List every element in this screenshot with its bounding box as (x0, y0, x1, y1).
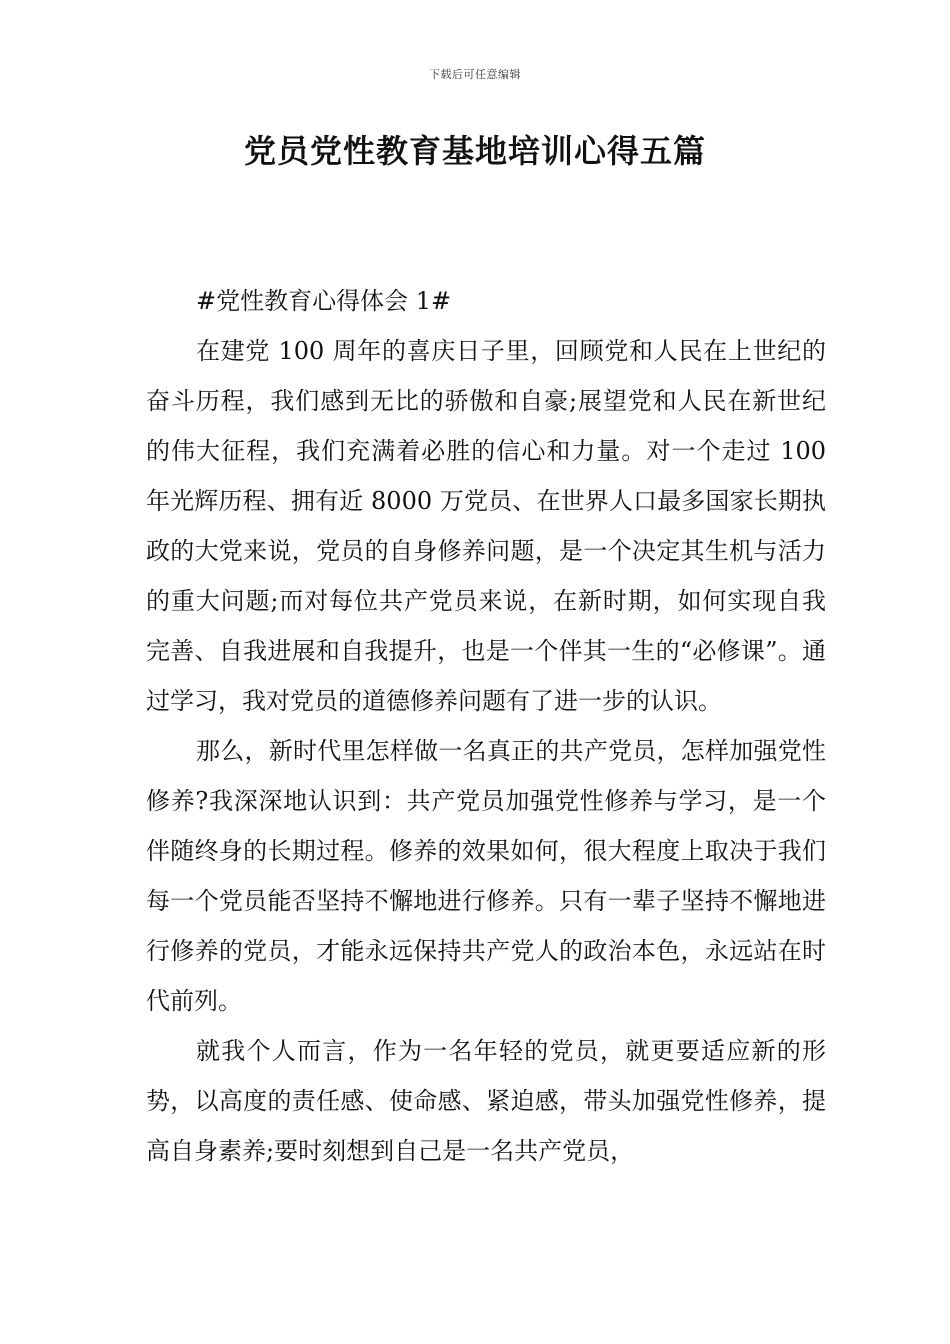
header-note: 下载后可任意编辑 (429, 68, 521, 81)
document-body (146, 276, 826, 1176)
body-paragraph-1: 在建党 100 周年的喜庆日子里，回顾党和人民在上世纪的奋斗历程，我们感到无比的骄傲和自豪;展望党和人民在新世纪的伟大征程，我们充满着必胜的信心和力量。对一个走过 100 年光辉历程、拥有近 8000 万党员、在世界人口最多国家长期执政的大党来说，党员的自身修养问题，是一个决定其生机与活力的重大问题;而对每位共产党员来说，在新时期，如何实现自我完善、自我进展和自我提升，也是一个伴其一生的“必修课”。通过学习，我对党员的道德修养问题有了进一步的认识。 (146, 337, 826, 715)
body-paragraph-3: 就我个人而言，作为一名年轻的党员，就更要适应新的形势，以高度的责任感、使命感、紧迫感，带头加强党性修养，提高自身素养;要时刻想到自己是一名共产党员， (146, 1037, 826, 1165)
body-paragraph-2: 那么，新时代里怎样做一名真正的共产党员，怎样加强党性修养?我深深地认识到：共产党员加强党性修养与学习，是一个伴随终身的长期过程。修养的效果如何，很大程度上取决于我们每一个党员能否坚持不懈地进行修养。只有一辈子坚持不懈地进行修养的党员，才能永远保持共产党人的政治本色，永远站在时代前列。 (146, 737, 826, 1015)
section-heading: #党性教育心得体会 1# (196, 287, 452, 315)
document-title: 党员党性教育基地培训心得五篇 (243, 132, 706, 170)
